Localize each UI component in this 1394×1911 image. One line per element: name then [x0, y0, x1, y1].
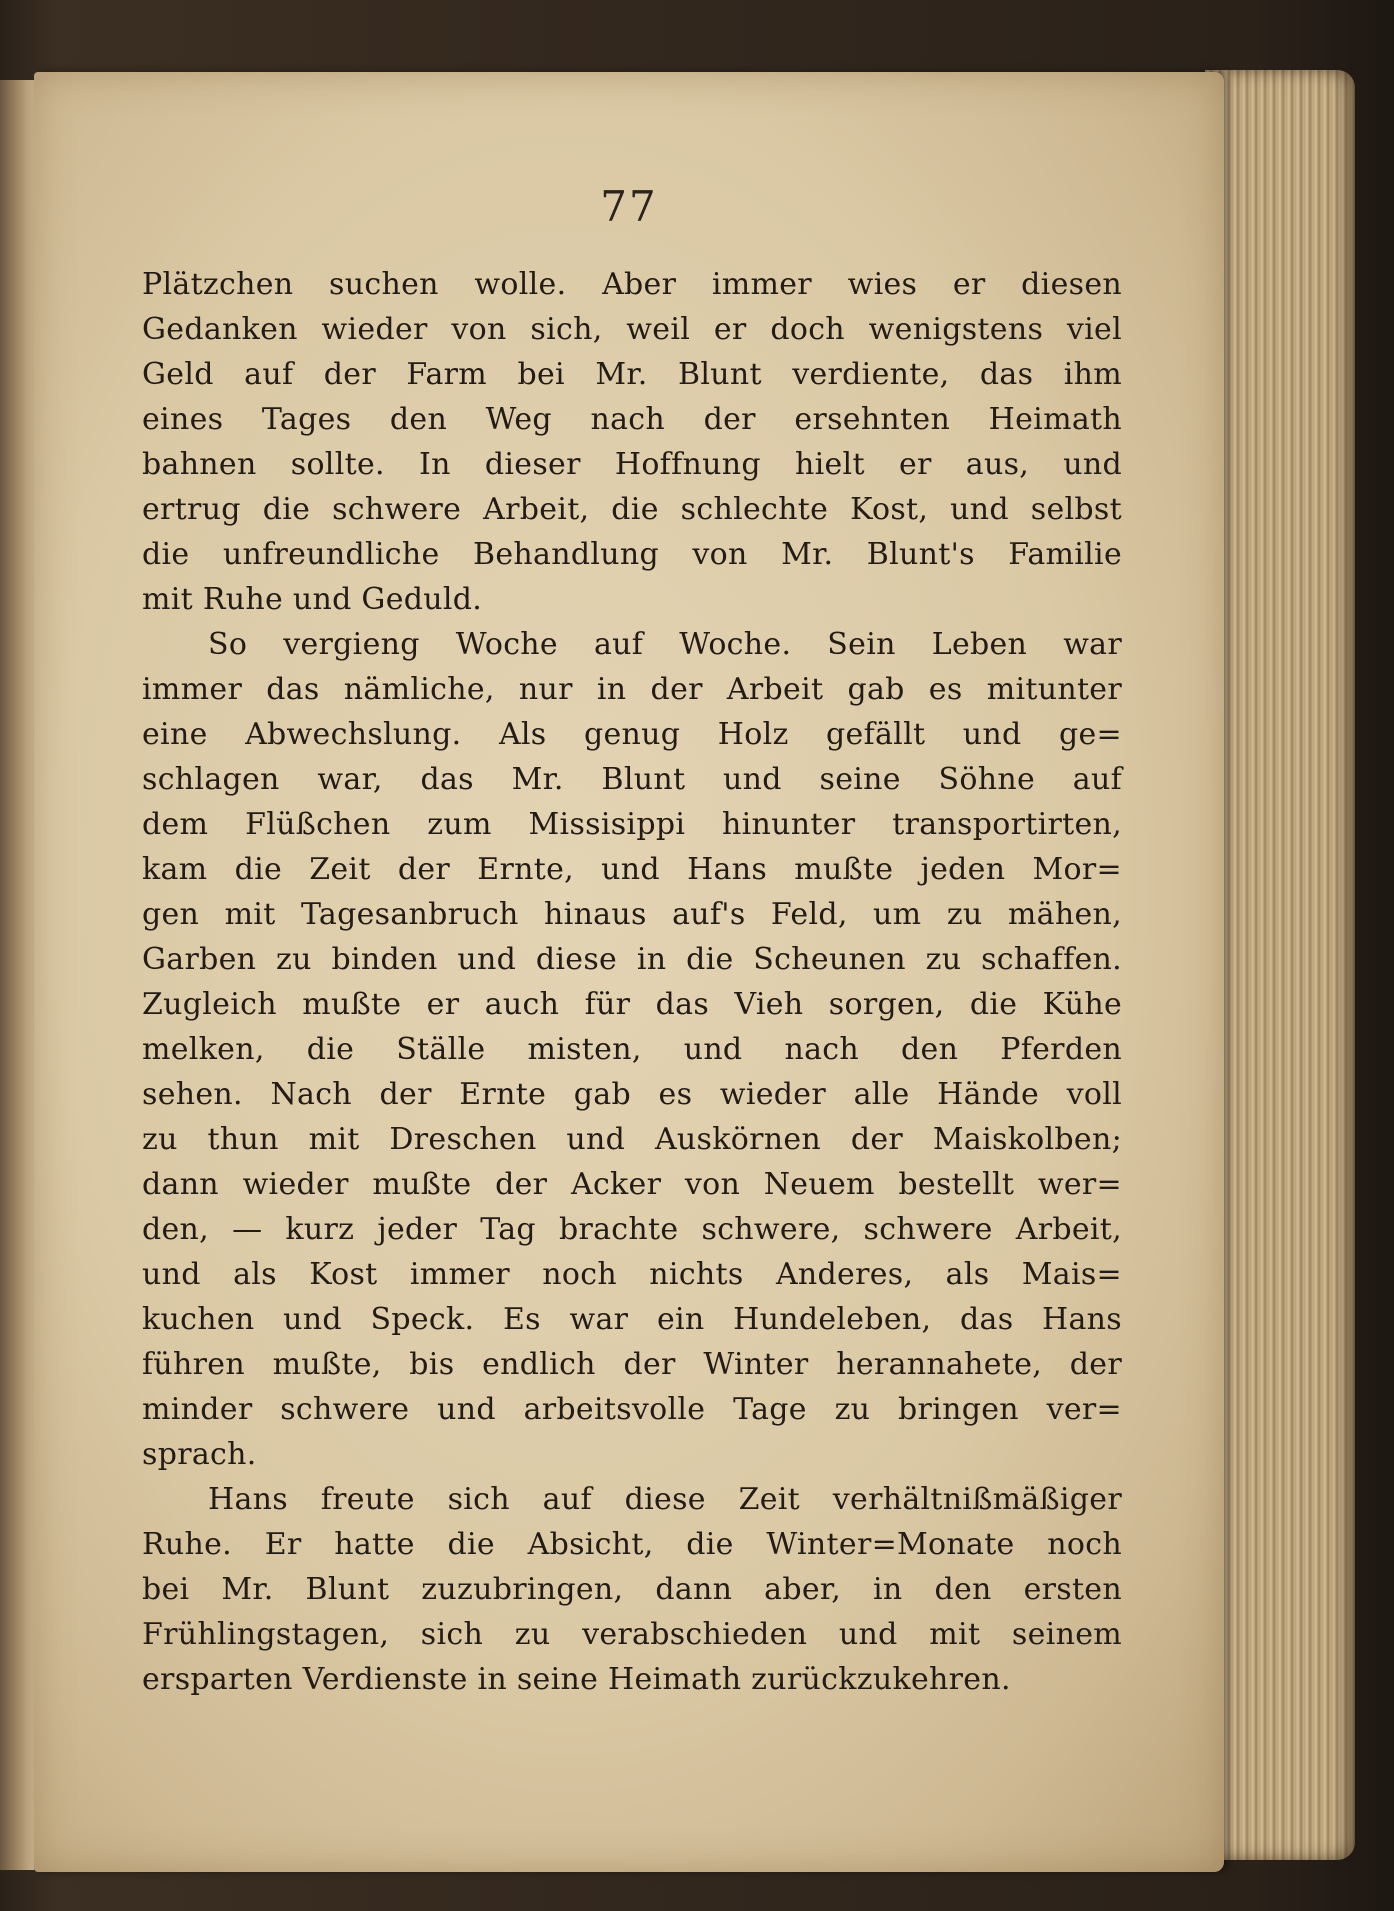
paragraph-2 — [142, 622, 1122, 1477]
text-line: Garben zu binden und diese in die Scheunen zu schaffen. — [142, 942, 1122, 977]
text-line: dem Flüßchen zum Missisippi hinunter transportirten, — [142, 807, 1122, 842]
text-line: eines Tages den Weg nach der ersehnten Heimath — [142, 402, 1122, 437]
text-line: Plätzchen suchen wolle. Aber immer wies er diesen — [142, 267, 1122, 302]
text-line: und als Kost immer noch nichts Anderes, als Mais= — [142, 1257, 1122, 1292]
text-line: kuchen und Speck. Es war ein Hundeleben, das Hans — [142, 1302, 1122, 1337]
text-line: Zugleich mußte er auch für das Vieh sorgen, die Kühe — [142, 987, 1122, 1022]
text-line: melken, die Ställe misten, und nach den Pferden — [142, 1032, 1122, 1067]
text-line: kam die Zeit der Ernte, und Hans mußte jeden Mor= — [142, 852, 1122, 887]
text-line: ertrug die schwere Arbeit, die schlechte Kost, und selbst — [142, 492, 1122, 527]
text-line: sprach. — [142, 1437, 257, 1472]
text-line: immer das nämliche, nur in der Arbeit gab es mitunter — [142, 672, 1122, 707]
page-number: 77 — [600, 182, 658, 231]
paragraph-3 — [142, 1477, 1122, 1702]
text-line: Gedanken wieder von sich, weil er doch wenigstens viel — [142, 312, 1122, 347]
text-line: dann wieder mußte der Acker von Neuem bestellt wer= — [142, 1167, 1122, 1202]
text-line: Geld auf der Farm bei Mr. Blunt verdiente, das ihm — [142, 357, 1122, 392]
text-line: schlagen war, das Mr. Blunt und seine Söhne auf — [142, 762, 1122, 797]
text-line: gen mit Tagesanbruch hinaus auf's Feld, um zu mähen, — [142, 897, 1122, 932]
text-line: Hans freute sich auf diese Zeit verhältnißmäßiger — [208, 1482, 1122, 1517]
previous-page-edge — [0, 80, 36, 1870]
text-line: die unfreundliche Behandlung von Mr. Blunt's Familie — [142, 537, 1122, 572]
text-block — [142, 262, 1122, 1702]
text-line: eine Abwechslung. Als genug Holz gefällt und ge= — [142, 717, 1122, 752]
text-line: zu thun mit Dreschen und Auskörnen der Maiskolben; — [142, 1122, 1122, 1157]
text-line: sehen. Nach der Ernte gab es wieder alle Hände voll — [142, 1077, 1122, 1112]
text-line: ersparten Verdienste in seine Heimath zurückzukehren. — [142, 1662, 1011, 1697]
page-stack-edge — [1205, 70, 1355, 1860]
text-line: Ruhe. Er hatte die Absicht, die Winter=Monate noch — [142, 1527, 1122, 1562]
text-line: führen mußte, bis endlich der Winter herannahete, der — [142, 1347, 1122, 1382]
text-line: bahnen sollte. In dieser Hoffnung hielt er aus, und — [142, 447, 1122, 482]
book-page — [34, 72, 1224, 1872]
text-line: Frühlingstagen, sich zu verabschieden und mit seinem — [142, 1617, 1122, 1652]
text-line: minder schwere und arbeitsvolle Tage zu bringen ver= — [142, 1392, 1122, 1427]
text-line: den, — kurz jeder Tag brachte schwere, schwere Arbeit, — [142, 1212, 1122, 1247]
paragraph-1 — [142, 262, 1122, 622]
text-line: bei Mr. Blunt zuzubringen, dann aber, in den ersten — [142, 1572, 1122, 1607]
text-line: mit Ruhe und Geduld. — [142, 582, 483, 617]
text-line: So vergieng Woche auf Woche. Sein Leben war — [208, 627, 1122, 662]
